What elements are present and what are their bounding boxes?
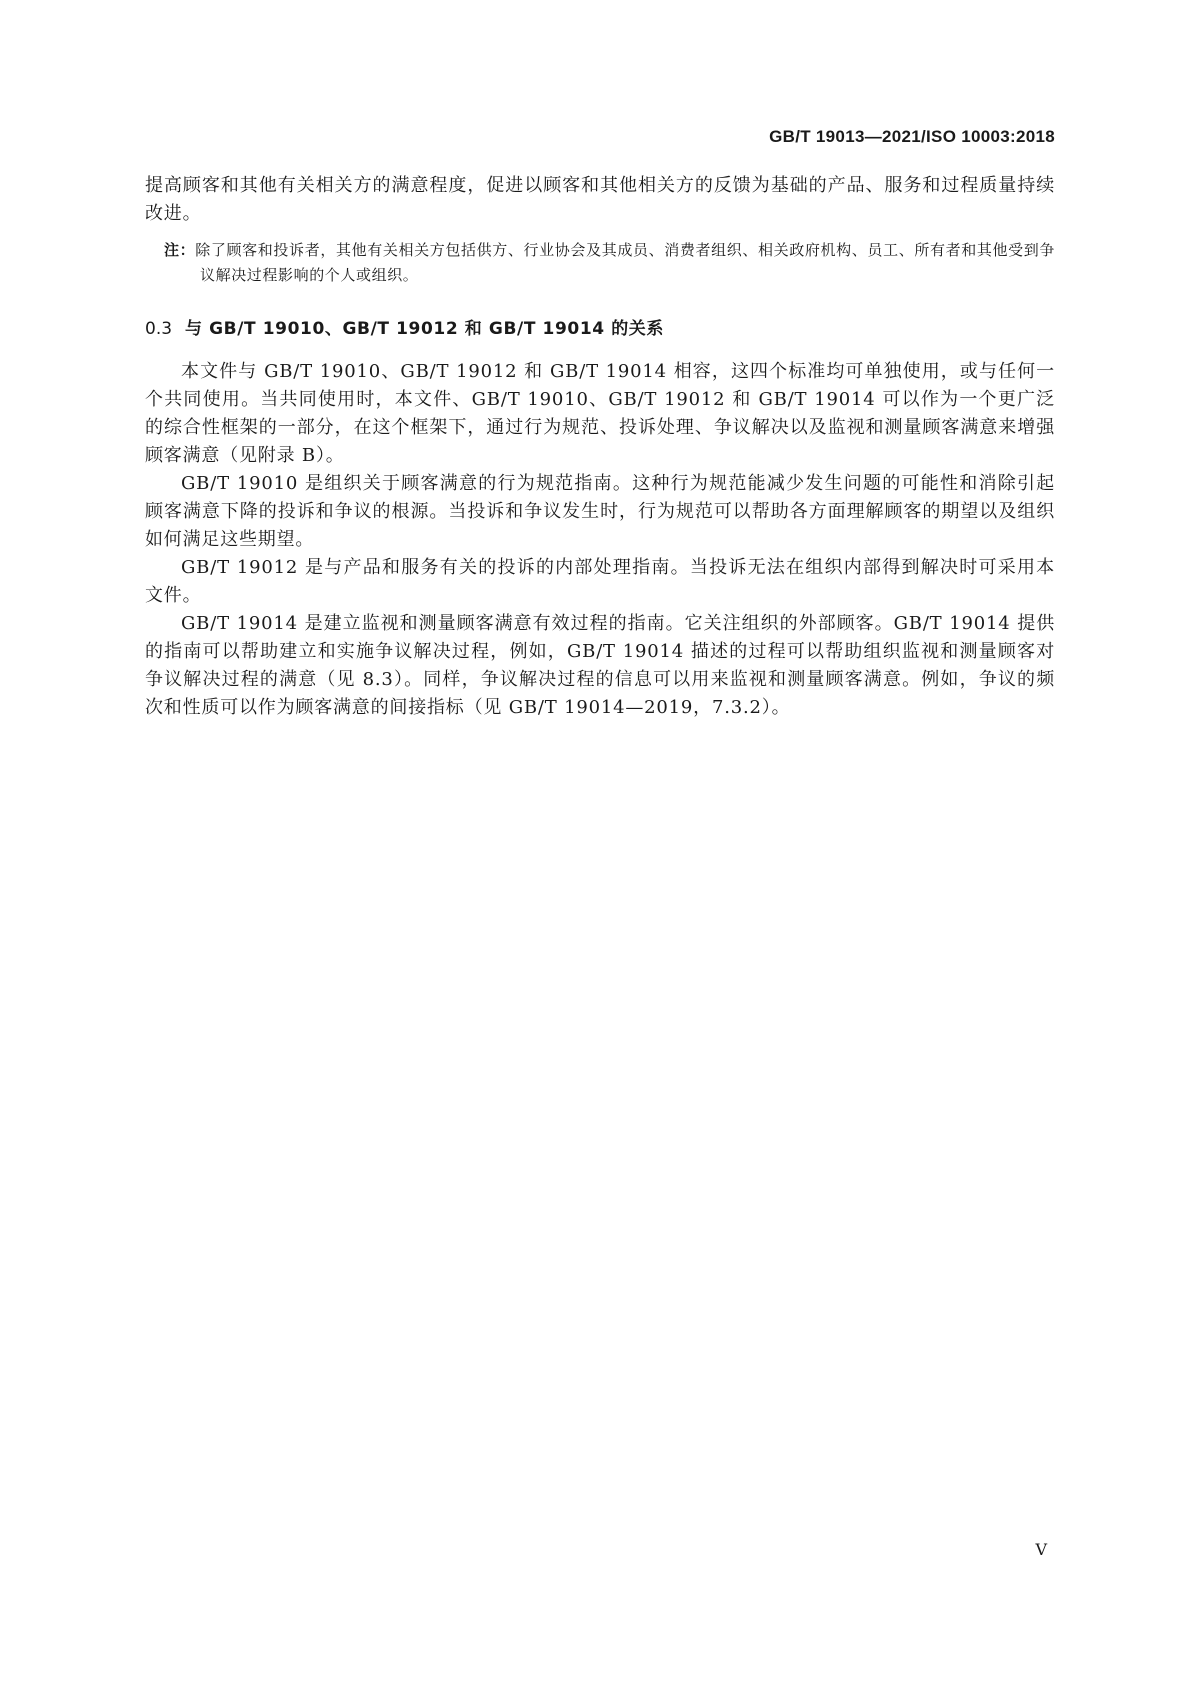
paragraph-gbt-19010: GB/T 19010 是组织关于顾客满意的行为规范指南。这种行为规范能减少发生问题的可能性和消除引起顾客满意下降的投诉和争议的根源。当投诉和争议发生时，行为规范可以帮助各方面理解顾客的期望以及组织如何满足这些期望。 xyxy=(145,473,1055,550)
paragraph-relationship: 本文件与 GB/T 19010、GB/T 19012 和 GB/T 19014 相容，这四个标准均可单独使用，或与任何一个共同使用。当共同使用时，本文件、GB/T 19010、GB/T 19012 和 GB/T 19014 可以作为一个更广泛的综合性框架的一部分，在这个框架下，通过行为规范、投诉处理、争议解决以及监视和测量顾客满意来增强顾客满意（见附录 B）。 xyxy=(145,361,1055,466)
paragraph-gbt-19014: GB/T 19014 是建立监视和测量顾客满意有效过程的指南。它关注组织的外部顾客。GB/T 19014 提供的指南可以帮助建立和实施争议解决过程，例如，GB/T 19014 描述的过程可以帮助组织监视和测量顾客对争议解决过程的满意（见 8.3）。同样，争议解决过程的信息可以用来监视和测量顾客满意。例如，争议的频次和性质可以作为顾客满意的间接指标（见 GB/T 19014—2019，7.3.2）。 xyxy=(145,613,1055,718)
standard-code-header: GB/T 19013—2021/ISO 10003:2018 xyxy=(769,127,1055,146)
note xyxy=(145,238,1055,288)
intro-paragraph: 提高顾客和其他有关相关方的满意程度，促进以顾客和其他相关方的反馈为基础的产品、服务和过程质量持续改进。 xyxy=(145,175,1055,224)
note-label: 注： xyxy=(164,241,196,259)
paragraph-gbt-19012: GB/T 19012 是与产品和服务有关的投诉的内部处理指南。当投诉无法在组织内部得到解决时可采用本文件。 xyxy=(145,557,1055,606)
section-number: 0.3 xyxy=(145,319,173,339)
section-heading xyxy=(145,316,1055,342)
section-title: 与 GB/T 19010、GB/T 19012 和 GB/T 19014 的关系 xyxy=(185,319,665,339)
page-number: V xyxy=(1035,1540,1047,1559)
document-body xyxy=(145,172,1055,722)
note-text: 除了顾客和投诉者，其他有关相关方包括供方、行业协会及其成员、消费者组织、相关政府机构、员工、所有者和其他受到争议解决过程影响的个人或组织。 xyxy=(195,241,1055,284)
